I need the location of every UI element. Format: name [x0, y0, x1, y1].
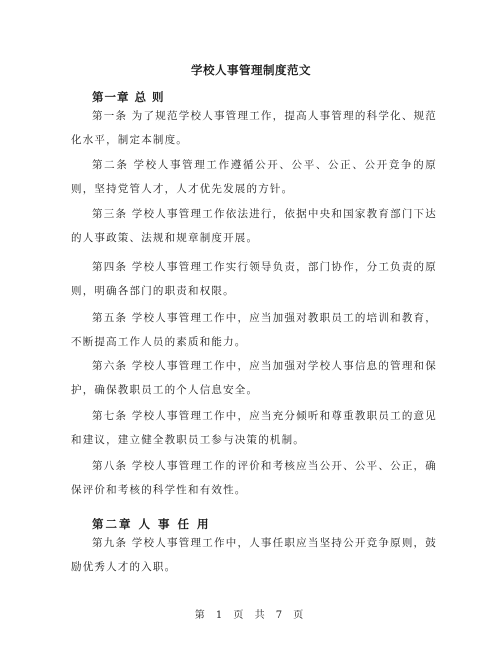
article-paragraph: 第八条 学校人事管理工作的评价和考核应当公开、公平、公正，确保评价和考核的科学性和有效性。: [71, 460, 437, 496]
article-paragraph: 第九条 学校人事管理工作中，人事任职应当坚持公开竞争原则，鼓励优秀人才的入职。: [71, 537, 437, 573]
article-paragraph: 第四条 学校人事管理工作实行领导负责，部门协作，分工负责的原则，明确各部门的职责和权限。: [71, 261, 437, 297]
article-paragraph: 第三条 学校人事管理工作依法进行，依据中央和国家教育部门下达的人事政策、法规和规章制度开展。: [71, 208, 437, 244]
article-paragraph: 第二条 学校人事管理工作遵循公开、公平、公正、公开竞争的原则，坚持党管人才，人才优先发展的方针。: [71, 159, 437, 195]
article-paragraph: 第七条 学校人事管理工作中，应当充分倾听和尊重教职员工的意见和建议，建立健全教职员工参与决策的机制。: [71, 410, 437, 446]
document-title: 学校人事管理制度范文: [191, 63, 311, 77]
page-number-footer: 第 1 页 共 7 页: [194, 610, 308, 621]
article-paragraph: 第五条 学校人事管理工作中，应当加强对教职员工的培训和教育，不断提高工作人员的素质和能力。: [71, 312, 437, 348]
chapter-heading: 第一章 总 则: [92, 90, 165, 104]
article-paragraph: 第六条 学校人事管理工作中，应当加强对学校人事信息的管理和保护，确保教职员工的个人信息安全。: [71, 360, 437, 396]
article-paragraph: 第一条 为了规范学校人事管理工作，提高人事管理的科学化、规范化水平，制定本制度。: [71, 110, 437, 146]
chapter-heading: 第二章 人 事 任 用: [92, 517, 211, 531]
